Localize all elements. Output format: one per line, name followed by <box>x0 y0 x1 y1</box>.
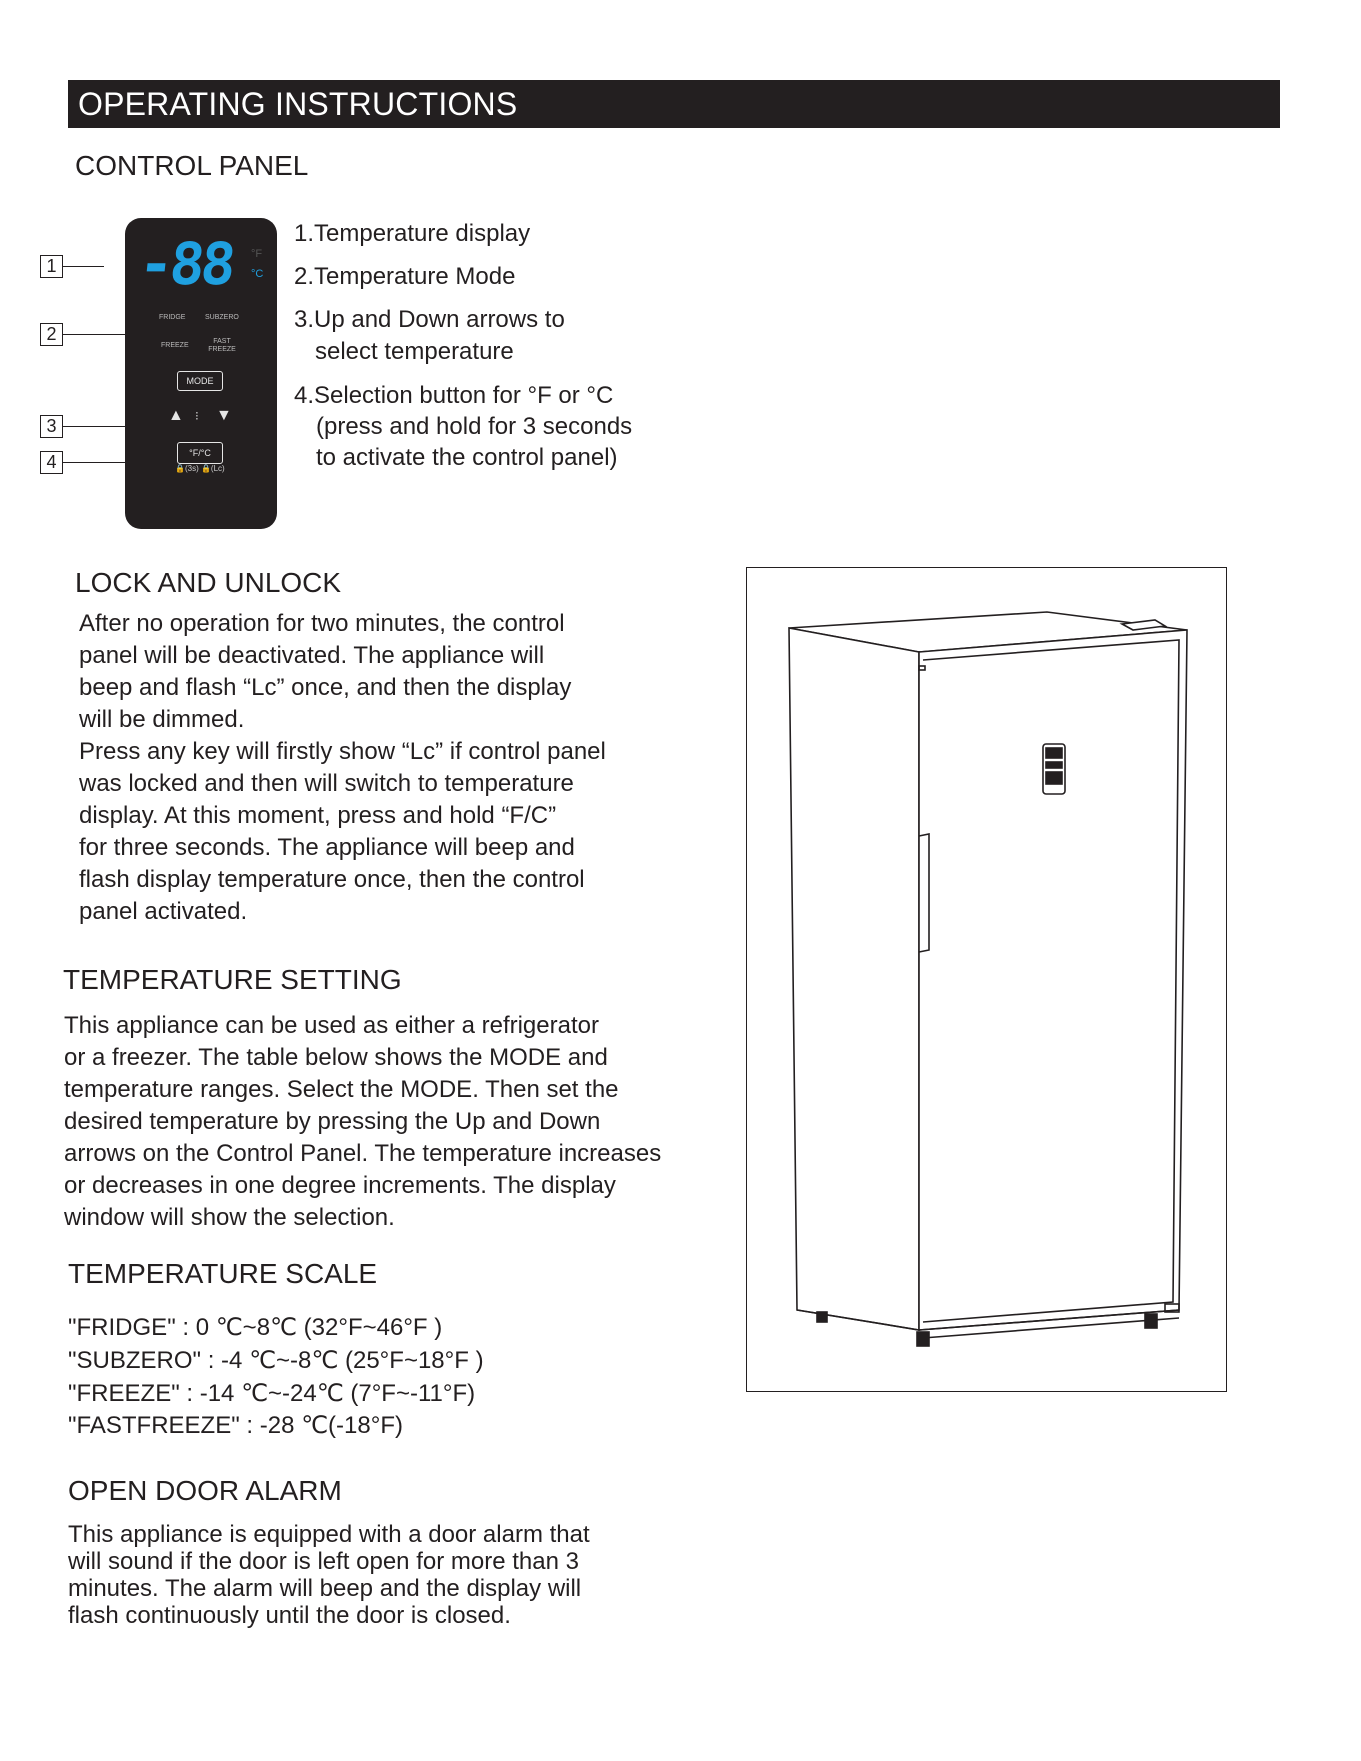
foot-front-right <box>1145 1314 1157 1328</box>
callout-4: 4 <box>40 451 63 474</box>
text-line: minutes. The alarm will beep and the display will <box>68 1575 582 1602</box>
callout-3: 3 <box>40 415 63 438</box>
temperature-display-digits: -88 <box>135 230 236 298</box>
text-line: Press any key will firstly show “Lc” if control panel <box>79 738 606 765</box>
text-line: or decreases in one degree increments. The display <box>64 1172 616 1199</box>
legend-item-4-cont-2: to activate the control panel) <box>316 444 618 471</box>
scale-row-subzero: "SUBZERO" : -4 ℃~-8℃ (25°F~18°F ) <box>68 1347 484 1374</box>
callout-line-1 <box>62 266 104 267</box>
text-line: or a freezer. The table below shows the MODE and <box>64 1044 608 1071</box>
callout-2: 2 <box>40 323 63 346</box>
callout-1: 1 <box>40 255 63 278</box>
text-line: This appliance can be used as either a refrigerator <box>64 1012 599 1039</box>
text-line: This appliance is equipped with a door alarm that <box>68 1521 590 1548</box>
control-panel-heading: CONTROL PANEL <box>75 150 309 181</box>
mode-label-fridge: FRIDGE <box>159 314 186 321</box>
text-line: After no operation for two minutes, the control <box>79 610 565 637</box>
section-banner <box>68 80 1280 128</box>
unit-c-indicator: °C <box>251 268 264 280</box>
fridge-illustration <box>747 568 1225 1390</box>
callout-line-2 <box>62 334 125 335</box>
legend-item-3-cont: select temperature <box>315 338 514 365</box>
page-title: OPERATING INSTRUCTIONS <box>78 86 518 122</box>
lock-unlock-paragraph <box>79 608 606 928</box>
text-line: desired temperature by pressing the Up and Down <box>64 1108 601 1135</box>
lock-unlock-heading: LOCK AND UNLOCK <box>75 567 342 598</box>
up-arrow-icon[interactable]: ▲ <box>168 407 184 424</box>
legend-item-3: 3.Up and Down arrows to <box>294 306 565 333</box>
legend-item-1: 1.Temperature display <box>294 220 531 247</box>
fridge-illustration-frame <box>746 567 1227 1392</box>
legend-item-4: 4.Selection button for °F or °C <box>294 382 614 409</box>
lock-icon: ⁝ <box>195 409 199 423</box>
scale-row-fridge: "FRIDGE" : 0 ℃~8℃ (32°F~46°F ) <box>68 1314 443 1341</box>
text-line: window will show the selection. <box>64 1204 395 1231</box>
text-line: panel will be deactivated. The appliance will <box>79 642 545 669</box>
mode-label-freeze: FREEZE <box>161 342 189 349</box>
temperature-setting-heading: TEMPERATURE SETTING <box>63 964 402 995</box>
unit-f-indicator: °F <box>251 248 263 260</box>
legend-item-2: 2.Temperature Mode <box>294 263 516 290</box>
mode-label-fast-freeze: FAST FREEZE <box>208 338 236 353</box>
callout-line-4 <box>62 462 125 463</box>
fridge-side <box>789 628 919 1330</box>
control-panel-illustration <box>125 218 277 529</box>
fridge-door <box>919 630 1187 1330</box>
down-arrow-icon[interactable]: ▼ <box>216 407 232 424</box>
scale-row-fastfreeze: "FASTFREEZE" : -28 ℃(-18°F) <box>68 1412 403 1439</box>
legend-item-4-cont-1: (press and hold for 3 seconds <box>316 413 633 440</box>
text-line: was locked and then will switch to temperature <box>79 770 574 797</box>
text-line: panel activated. <box>79 898 248 925</box>
text-line: display. At this moment, press and hold “F/C” <box>79 802 557 829</box>
open-door-alarm-heading: OPEN DOOR ALARM <box>68 1475 342 1506</box>
temperature-scale-heading: TEMPERATURE SCALE <box>68 1258 378 1289</box>
text-line: for three seconds. The appliance will beep and <box>79 834 575 861</box>
temperature-setting-paragraph <box>64 1010 661 1234</box>
mode-button[interactable]: MODE <box>177 371 223 391</box>
scale-row-freeze: "FREEZE" : -14 ℃~-24℃ (7°F~-11°F) <box>68 1380 476 1407</box>
text-line: will sound if the door is left open for more than 3 <box>68 1548 579 1575</box>
text-line: beep and flash “Lc” once, and then the display <box>79 674 572 701</box>
foot-front-left <box>917 1332 929 1346</box>
open-door-alarm-paragraph <box>68 1521 590 1629</box>
callout-line-3 <box>62 426 125 427</box>
text-line: temperature ranges. Select the MODE. Then set the <box>64 1076 619 1103</box>
text-line: flash display temperature once, then the control <box>79 866 585 893</box>
foot-back-left <box>817 1312 827 1322</box>
text-line: arrows on the Control Panel. The temperature increases <box>64 1140 662 1167</box>
lock-indicator-row: 🔒(3s) 🔒(Lc) <box>175 464 225 473</box>
text-line: flash continuously until the door is closed. <box>68 1602 511 1629</box>
mode-label-subzero: SUBZERO <box>205 314 239 321</box>
text-line: will be dimmed. <box>79 706 245 733</box>
fc-button[interactable]: °F/°C <box>177 442 223 464</box>
